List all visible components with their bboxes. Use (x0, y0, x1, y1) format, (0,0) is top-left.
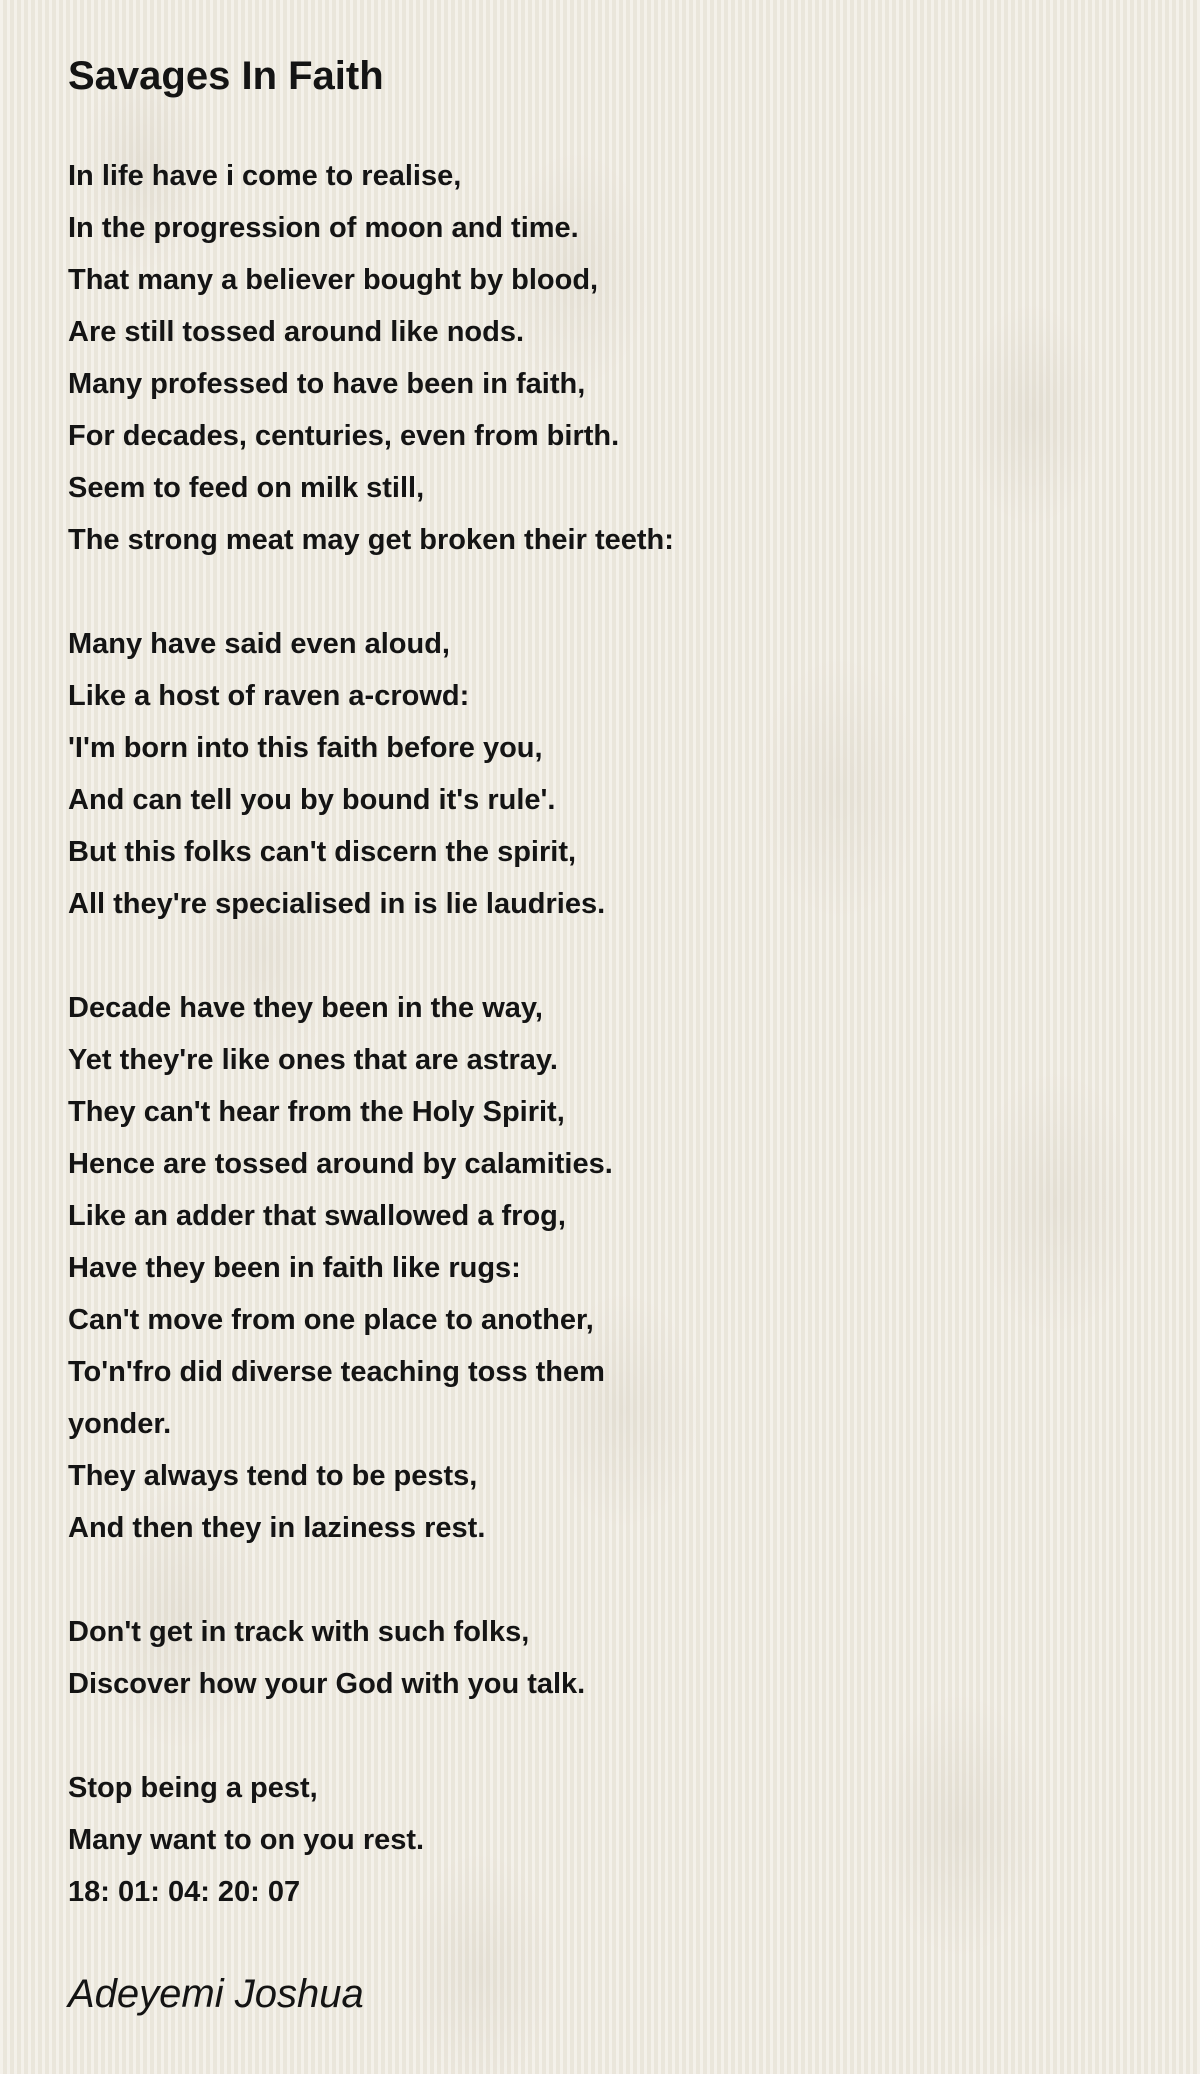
poem-line: To'n'fro did diverse teaching toss them (68, 1356, 605, 1388)
poem-line: Discover how your God with you talk. (68, 1668, 586, 1700)
poem-line: Many want to on you rest. (68, 1824, 425, 1856)
poem-body (68, 150, 768, 1918)
poem-line: In the progression of moon and time. (68, 212, 579, 244)
stanza-break (68, 930, 768, 982)
poem-line: Like a host of raven a-crowd: (68, 680, 470, 712)
poem-line: 'I'm born into this faith before you, (68, 732, 543, 764)
poem-line: But this folks can't discern the spirit, (68, 836, 577, 868)
poem-line: They always tend to be pests, (68, 1460, 478, 1492)
poem-line: Stop being a pest, (68, 1772, 318, 1804)
poem-line: And then they in laziness rest. (68, 1512, 486, 1544)
poem-line: For decades, centuries, even from birth. (68, 420, 620, 452)
poem-line: Many have said even aloud, (68, 628, 450, 660)
poem-line: Have they been in faith like rugs: (68, 1252, 521, 1284)
stanza-break (68, 1710, 768, 1762)
poem-line: yonder. (68, 1408, 172, 1440)
poem-line: They can't hear from the Holy Spirit, (68, 1096, 565, 1128)
poem-line: And can tell you by bound it's rule'. (68, 784, 556, 816)
poem-line: Many professed to have been in faith, (68, 368, 586, 400)
poem-line: Like an adder that swallowed a frog, (68, 1200, 566, 1232)
author-name: Adeyemi Joshua (68, 1972, 364, 2016)
poem-date-line: 18: 01: 04: 20: 07 (68, 1876, 301, 1908)
poem-line: Yet they're like ones that are astray. (68, 1044, 558, 1076)
poem-line: Seem to feed on milk still, (68, 472, 425, 504)
poem-line: All they're specialised in is lie laudries. (68, 888, 606, 920)
stanza-break (68, 566, 768, 618)
poem-line: Can't move from one place to another, (68, 1304, 594, 1336)
poem-line: Are still tossed around like nods. (68, 316, 525, 348)
poem-line: The strong meat may get broken their teeth: (68, 524, 674, 556)
poem-line: Decade have they been in the way, (68, 992, 543, 1024)
poem-line: Don't get in track with such folks, (68, 1616, 530, 1648)
poem-line: That many a believer bought by blood, (68, 264, 599, 296)
poem-title: Savages In Faith (68, 54, 384, 98)
poem-line: Hence are tossed around by calamities. (68, 1148, 613, 1180)
stanza-break (68, 1554, 768, 1606)
poem-line: In life have i come to realise, (68, 160, 462, 192)
